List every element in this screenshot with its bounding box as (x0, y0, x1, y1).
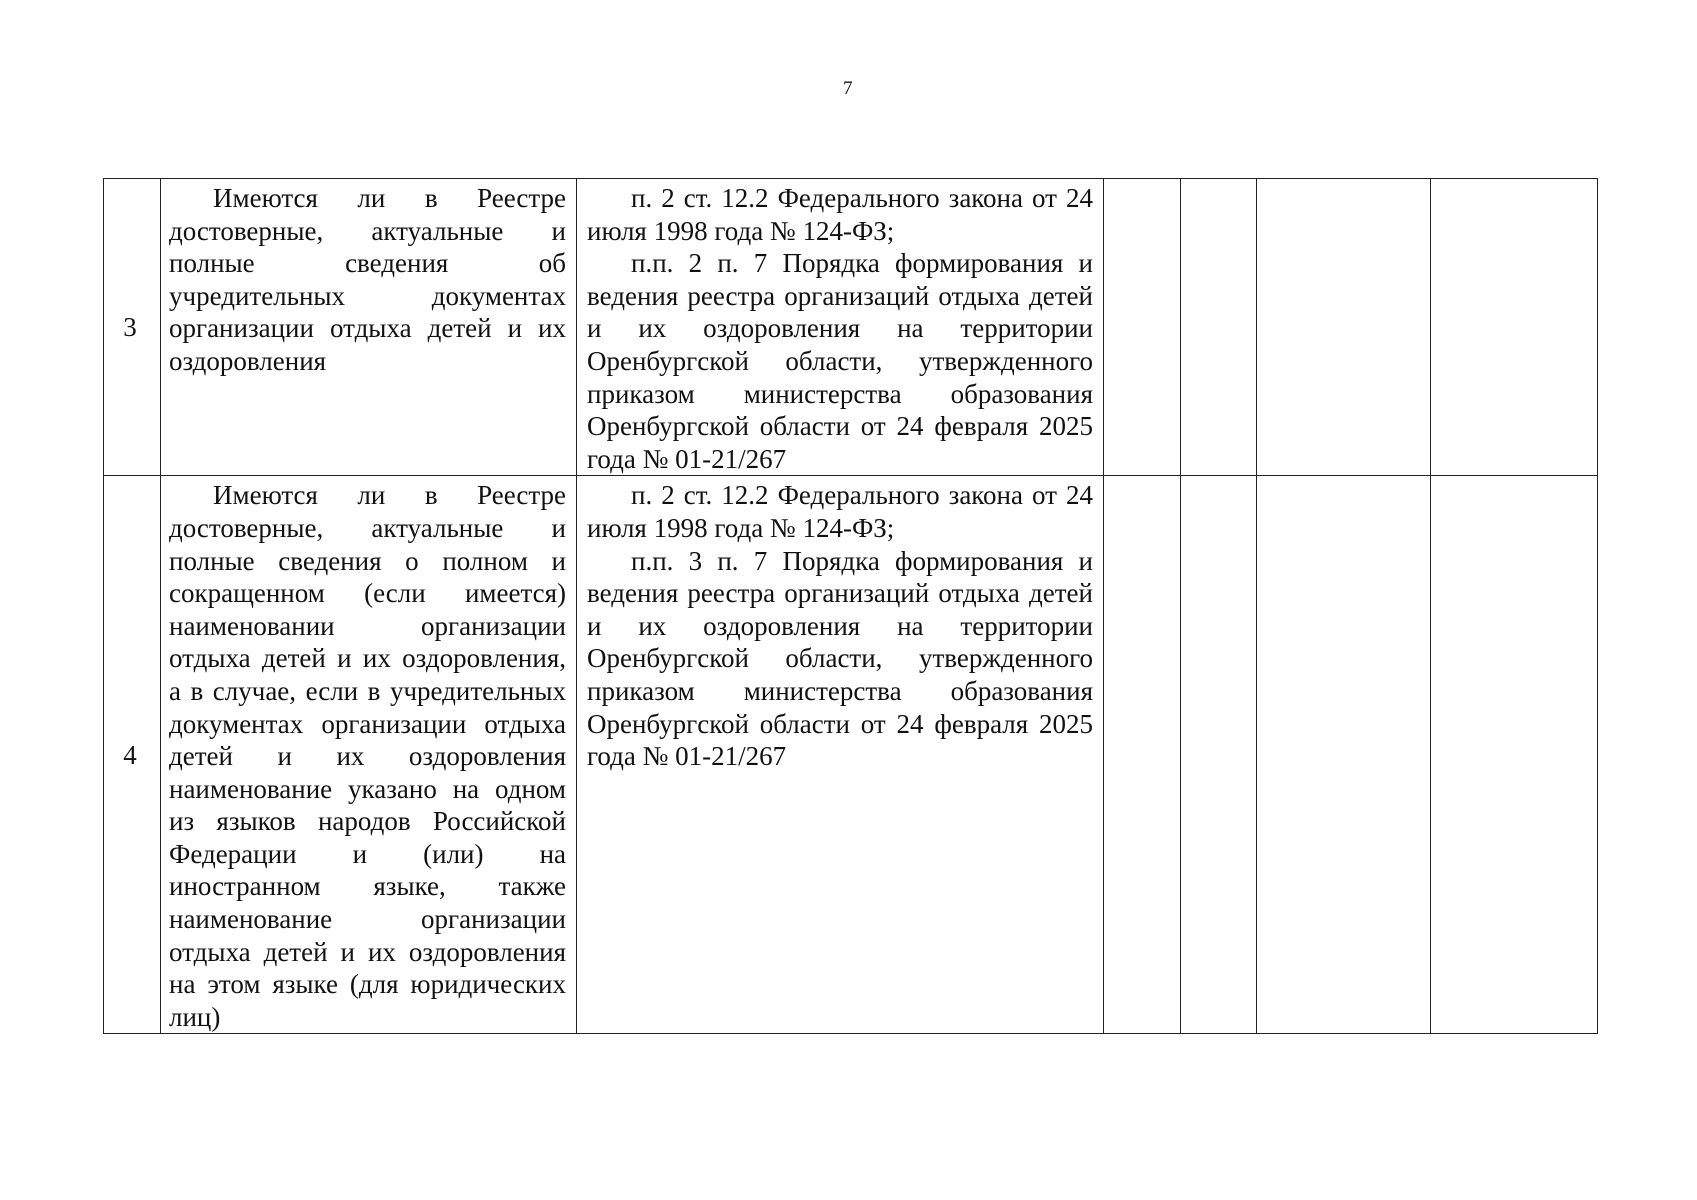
notes-cell[interactable] (1431, 179, 1598, 476)
answer-cell-yes[interactable] (1104, 179, 1181, 476)
reference-cell (577, 476, 1104, 1034)
row-number: 4 (104, 476, 161, 1034)
notes-cell[interactable] (1431, 476, 1598, 1034)
reference-law: п. 2 ст. 12.2 Федерального закона от 24 июля 1998 года № 124-ФЗ; (587, 183, 1093, 246)
answer-cell-no[interactable] (1181, 476, 1257, 1034)
question-text: Имеются ли в Реестре достоверные, актуальные и полные сведения об учредительных документах организации отдыха детей и их оздоровления (169, 183, 566, 376)
checklist-table (103, 178, 1598, 1034)
table-row (104, 476, 1598, 1034)
table-row (104, 179, 1598, 476)
row-number: 3 (104, 179, 161, 476)
reference-law: п. 2 ст. 12.2 Федерального закона от 24 июля 1998 года № 124-ФЗ; (587, 480, 1093, 543)
answer-cell-na[interactable] (1257, 179, 1431, 476)
answer-cell-no[interactable] (1181, 179, 1257, 476)
question-cell (161, 179, 577, 476)
answer-cell-yes[interactable] (1104, 476, 1181, 1034)
answer-cell-na[interactable] (1257, 476, 1431, 1034)
reference-order: п.п. 2 п. 7 Порядка формирования и ведения реестра организаций отдыха детей и их оздоровления на территории Оренбургской области, утвержденного приказом министерства образования Оренбургской области от 24 февраля 2025 года № 01-21/267 (587, 248, 1093, 474)
question-text: Имеются ли в Реестре достоверные, актуальные и полные сведения о полном и сокращенном (если имеется) наименовании организации отдыха детей и их оздоровления, а в случае, если в учредительных документах организации отдыха детей и их оздоровления наименование указано на одном из языков народов Российской Федерации и (или) на иностранном языке, также наименование организации отдыха детей и их оздоровления на этом языке (для юридических лиц) (169, 480, 566, 1032)
reference-cell (577, 179, 1104, 476)
reference-order: п.п. 3 п. 7 Порядка формирования и ведения реестра организаций отдыха детей и их оздоровления на территории Оренбургской области, утвержденного приказом министерства образования Оренбургской области от 24 февраля 2025 года № 01-21/267 (587, 545, 1093, 772)
question-cell (161, 476, 577, 1034)
